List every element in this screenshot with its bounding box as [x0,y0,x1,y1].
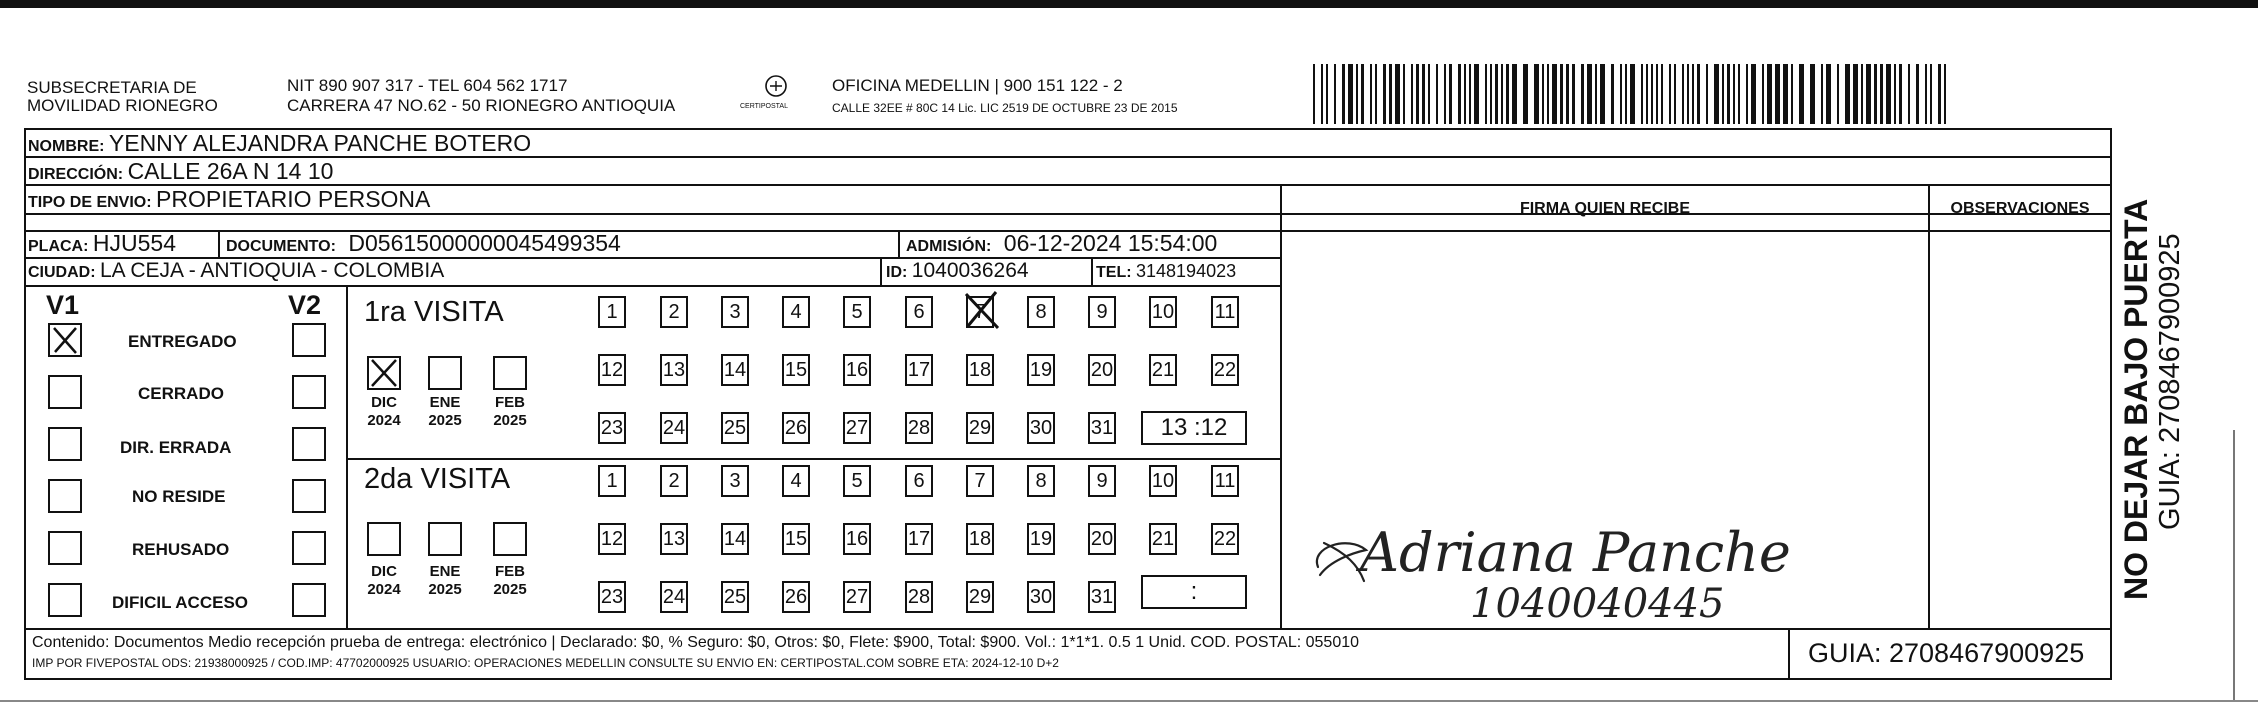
visit-2-day-16[interactable]: 16 [843,523,871,555]
grid-line [1091,257,1093,285]
visit-2-day-22[interactable]: 22 [1211,523,1239,555]
visit-2-day-13[interactable]: 13 [660,523,688,555]
visit-1-day-11[interactable]: 11 [1211,296,1239,328]
visit-1-day-7[interactable]: 7 [966,296,994,328]
barcode-bar [1880,64,1883,124]
signature-area [1300,495,1860,625]
visit-1-day-20[interactable]: 20 [1088,354,1116,386]
barcode-bar [1411,64,1413,124]
barcode-bar [1894,64,1896,124]
admision-value: 06-12-2024 15:54:00 [1003,230,1218,256]
no-dejar-bajo-puerta: NO DEJAR BAJO PUERTA [2118,198,2154,600]
barcode-bar [1490,64,1492,124]
barcode-bar [1370,64,1372,124]
visit-2-title: 2da VISITA [364,463,511,495]
barcode-bar [1464,64,1466,124]
visit-2-day-6[interactable]: 6 [905,465,933,497]
barcode-bar [1534,64,1539,124]
visit-2-day-5[interactable]: 5 [843,465,871,497]
v2-label: V2 [288,290,322,320]
grid-line [2110,128,2112,630]
visit-1-title: 1ra VISITA [364,296,504,328]
barcode-bar [1656,64,1658,124]
visit-2-day-30[interactable]: 30 [1027,581,1055,613]
barcode-bar [1697,64,1700,124]
v1-label: V1 [46,290,80,320]
visit-1-month-feb-checkbox[interactable] [493,356,527,390]
barcode-bar [1916,64,1919,124]
v2-cerrado-checkbox[interactable] [292,375,326,409]
barcode-bar [1826,64,1831,124]
grid-line [24,128,26,630]
check-mark-icon [367,356,401,390]
visit-2-day-23[interactable]: 23 [598,581,626,613]
barcode-bar [1938,64,1941,124]
visit-1-day-5[interactable]: 5 [843,296,871,328]
v1-rehusado-checkbox[interactable] [48,531,82,565]
visit-2-day-15[interactable]: 15 [782,523,810,555]
visit-1-day-31[interactable]: 31 [1088,412,1116,444]
grid-line [346,285,348,628]
visit-2-day-9[interactable]: 9 [1088,465,1116,497]
barcode-bar [1810,64,1815,124]
documento-row [226,230,621,260]
visit-2-month-dic-label: DIC 2024 [367,563,401,598]
visit-1-day-4[interactable]: 4 [782,296,810,328]
barcode-bar [1944,64,1946,124]
grid-line [2110,628,2112,680]
tipo-value: PROPIETARIO PERSONA [156,186,431,212]
barcode-bar [1930,64,1932,124]
visit-2-day-10[interactable]: 10 [1149,465,1177,497]
barcode-bar [1348,64,1353,124]
visit-1-day-26[interactable]: 26 [782,412,810,444]
visit-1-day-12[interactable]: 12 [598,354,626,386]
visit-1-month-dic-checkbox[interactable] [367,356,401,390]
visit-2-day-19[interactable]: 19 [1027,523,1055,555]
visit-2-day-20[interactable]: 20 [1088,523,1116,555]
barcode-bar [1523,64,1528,124]
signature-number: 1040040445 [1470,581,1725,625]
visit-1-day-3[interactable]: 3 [721,296,749,328]
barcode-bar [1687,64,1689,124]
grid-line [24,678,2112,680]
bottom-edge-line [0,700,2258,702]
barcode-bar [1733,64,1735,124]
option-dificil-acceso: DIFICIL ACCESO [112,593,249,612]
visit-1-month-ene-checkbox[interactable] [428,356,462,390]
barcode-bar [1908,64,1910,124]
barcode-bar [1403,64,1405,124]
v1-dificil-acceso-checkbox[interactable] [48,583,82,617]
placa-row [28,230,176,260]
visit-1-day-2[interactable]: 2 [660,296,688,328]
admision-row [906,230,1217,260]
id-label: ID: [886,264,908,281]
visit-2-month-ene-checkbox[interactable] [428,522,462,556]
barcode-bar [1845,64,1850,124]
barcode-bar [1449,64,1452,124]
visit-1-day-18[interactable]: 18 [966,354,994,386]
license-line: CALLE 32EE # 80C 14 Lic. LIC 2519 DE OCTUBRE 23 DE 2015 [832,101,1178,115]
barcode-bar [1738,64,1740,124]
visit-1-day-14[interactable]: 14 [721,354,749,386]
visit-2-day-21[interactable]: 21 [1149,523,1177,555]
barcode-bar [1436,64,1438,124]
barcode-bar [1321,64,1323,124]
visit-2-day-18[interactable]: 18 [966,523,994,555]
barcode-bar [1783,64,1788,124]
barcode-bar [1356,64,1358,124]
visit-2-day-12[interactable]: 12 [598,523,626,555]
observaciones-header: OBSERVACIONES [1950,200,2090,217]
check-mark-icon [48,323,82,357]
visit-1-time-field[interactable]: 13 :12 [1141,411,1247,445]
visit-2-day-14[interactable]: 14 [721,523,749,555]
nombre-value: YENNY ALEJANDRA PANCHE BOTERO [108,130,532,156]
visit-1-day-27[interactable]: 27 [843,412,871,444]
barcode-bar [1474,64,1479,124]
visit-1-day-30[interactable]: 30 [1027,412,1055,444]
tipo-row [28,186,430,216]
office-line: OFICINA MEDELLIN | 900 151 122 - 2 [832,76,1123,95]
visit-1-day-10[interactable]: 10 [1149,296,1177,328]
right-edge-line [2233,430,2235,700]
barcode-bar [1799,64,1804,124]
visit-1-day-1[interactable]: 1 [598,296,626,328]
barcode-bar [1641,64,1643,124]
barcode-bar [1547,64,1549,124]
barcode-bar [1552,64,1557,124]
barcode-bar [1428,64,1430,124]
grid-line [218,230,220,257]
barcode-bar [1416,64,1419,124]
footer-guia: GUIA: 2708467900925 [1808,638,2085,668]
visit-2-day-3[interactable]: 3 [721,465,749,497]
visit-1-month-feb-label: FEB 2025 [493,394,527,429]
barcode-bar [1899,64,1902,124]
barcode-bar [1444,64,1446,124]
barcode-bar [1313,64,1315,124]
top-border [0,0,2258,8]
admision-label: ADMISIÓN: [906,238,992,255]
barcode-bar [1674,64,1676,124]
barcode-bar [1542,64,1544,124]
barcode-bar [1326,64,1328,124]
barcode-bar [1646,64,1648,124]
visit-2-day-4[interactable]: 4 [782,465,810,497]
barcode-bar [1361,64,1364,124]
grid-line [880,257,882,285]
barcode-bar [1727,64,1730,124]
barcode-bar [1722,64,1724,124]
direccion-row [28,158,333,188]
visit-1-day-24[interactable]: 24 [660,412,688,444]
visit-1-day-6[interactable]: 6 [905,296,933,328]
visit-2-day-29[interactable]: 29 [966,581,994,613]
visit-1-day-22[interactable]: 22 [1211,354,1239,386]
visit-2-day-8[interactable]: 8 [1027,465,1055,497]
visit-2-day-28[interactable]: 28 [905,581,933,613]
barcode-bar [1620,64,1622,124]
barcode-bar [1611,64,1614,124]
visit-2-month-feb-label: FEB 2025 [493,563,527,598]
barcode-bar [1422,64,1425,124]
visit-1-day-29[interactable]: 29 [966,412,994,444]
barcode-bar [1630,64,1635,124]
visit-1-month-ene-label: ENE 2025 [428,394,462,429]
barcode-bar [1389,64,1392,124]
barcode-bar [1925,64,1927,124]
barcode-bar [1714,64,1719,124]
option-rehusado: REHUSADO [132,540,230,559]
barcode-bar [1866,64,1871,124]
ciudad-row [28,258,444,286]
v1-no-reside-checkbox[interactable] [48,479,82,513]
option-entregado: ENTREGADO [128,332,237,351]
grid-line [1928,184,1930,628]
barcode-bar [1762,64,1764,124]
barcode-bar [1837,64,1839,124]
visit-1-day-15[interactable]: 15 [782,354,810,386]
barcode-bar [1506,64,1509,124]
barcode-bar [1775,64,1780,124]
nombre-row [28,130,531,160]
barcode-icon [1313,64,1950,124]
barcode-bar [1458,64,1461,124]
barcode-bar [1581,64,1584,124]
visit-2-day-24[interactable]: 24 [660,581,688,613]
barcode-bar [1587,64,1592,124]
documento-value: D05615000000045499354 [348,230,621,256]
barcode-bar [1706,64,1708,124]
visit-1-day-25[interactable]: 25 [721,412,749,444]
grid-line [346,458,1282,460]
barcode-bar [1874,64,1877,124]
visit-1-day-23[interactable]: 23 [598,412,626,444]
visit-2-month-ene-label: ENE 2025 [428,563,462,598]
id-value: 1040036264 [911,259,1029,282]
visit-1-day-16[interactable]: 16 [843,354,871,386]
visit-1-day-9[interactable]: 9 [1088,296,1116,328]
visit-2-day-27[interactable]: 27 [843,581,871,613]
barcode-bar [1572,64,1575,124]
placa-label: PLACA: [28,238,89,255]
option-cerrado: CERRADO [138,384,224,403]
visit-2-day-25[interactable]: 25 [721,581,749,613]
tel-row [1096,258,1236,286]
barcode-bar [1383,64,1386,124]
visit-1-day-17[interactable]: 17 [905,354,933,386]
barcode-bar [1469,64,1471,124]
grid-line [24,628,26,680]
grid-line [898,230,900,257]
v2-dificil-acceso-checkbox[interactable] [292,583,326,617]
barcode-bar [1595,64,1597,124]
footer-contenido: Contenido: Documentos Medio recepción prueba de entrega: electrónico | Declarado: $0, % Seguro: $0, Otros: $0, Flete: $900, Total: $900. Vol.: 1*1*1. 0.5 1 Unid. COD. POSTAL: 055010 [32,634,1360,651]
barcode-bar [1751,64,1756,124]
barcode-bar [1395,64,1400,124]
grid-line [1280,184,1282,628]
visit-2-day-2[interactable]: 2 [660,465,688,497]
barcode-bar [1625,64,1627,124]
direccion-value: CALLE 26A N 14 10 [127,158,334,184]
barcode-bar [1485,64,1487,124]
nit-line: NIT 890 907 317 - TEL 604 562 1717 [287,76,568,95]
v2-rehusado-checkbox[interactable] [292,531,326,565]
grid-line [1788,628,1790,678]
barcode-bar [1886,64,1891,124]
v1-cerrado-checkbox[interactable] [48,375,82,409]
v1-dir-errada-checkbox[interactable] [48,427,82,461]
visit-2-day-11[interactable]: 11 [1211,465,1239,497]
barcode-bar [1669,64,1671,124]
visit-2-month-feb-checkbox[interactable] [493,522,527,556]
documento-label: DOCUMENTO: [226,238,336,255]
barcode-bar [1861,64,1863,124]
visit-2-day-7[interactable]: 7 [966,465,994,497]
barcode-bar [1495,64,1498,124]
day-check-mark-icon [962,290,1002,330]
tipo-label: TIPO DE ENVIO: [28,194,152,211]
barcode-bar [1692,64,1694,124]
visit-1-day-19[interactable]: 19 [1027,354,1055,386]
v2-no-reside-checkbox[interactable] [292,479,326,513]
visit-1-month-dic-label: DIC 2024 [367,394,401,429]
visit-2-day-26[interactable]: 26 [782,581,810,613]
ciudad-value: LA CEJA - ANTIOQUIA - COLOMBIA [100,259,445,282]
grid-line [24,628,2112,630]
barcode-bar [1512,64,1517,124]
visit-1-day-28[interactable]: 28 [905,412,933,444]
barcode-bar [1821,64,1823,124]
barcode-bar [1375,64,1377,124]
barcode-bar [1334,64,1336,124]
barcode-bar [1342,64,1345,124]
logo-text: CERTIPOSTAL [740,103,788,110]
tel-label: TEL: [1096,264,1132,281]
visit-2-month-dic-checkbox[interactable] [367,522,401,556]
address-line: CARRERA 47 NO.62 - 50 RIONEGRO ANTIOQUIA [287,96,676,115]
firma-header: FIRMA QUIEN RECIBE [1519,200,1691,217]
barcode-bar [1682,64,1684,124]
side-guia: GUIA: 2708467900925 [2154,233,2186,530]
barcode-bar [1746,64,1748,124]
barcode-bar [1651,64,1653,124]
visit-2-day-1[interactable]: 1 [598,465,626,497]
v2-entregado-checkbox[interactable] [292,323,326,357]
visit-1-day-21[interactable]: 21 [1149,354,1177,386]
tel-value: 3148194023 [1136,261,1237,281]
org-line-1: SUBSECRETARIA DE [27,78,197,97]
signature-name: Adriana Panche [1360,521,1791,584]
v1-entregado-checkbox[interactable] [48,323,82,357]
barcode-bar [1791,64,1793,124]
barcode-bar [1661,64,1663,124]
barcode-bar [1560,64,1563,124]
org-line-2: MOVILIDAD RIONEGRO [27,96,218,115]
ciudad-label: CIUDAD: [28,264,96,281]
visit-2-day-17[interactable]: 17 [905,523,933,555]
barcode-bar [1501,64,1503,124]
nombre-label: NOMBRE: [28,138,105,155]
barcode-bar [1600,64,1605,124]
v2-dir-errada-checkbox[interactable] [292,427,326,461]
option-dir-errada: DIR. ERRADA [120,438,232,457]
barcode-bar [1767,64,1772,124]
visit-1-day-13[interactable]: 13 [660,354,688,386]
direccion-label: DIRECCIÓN: [28,166,124,183]
visit-2-time-field[interactable]: : [1141,575,1247,609]
option-no-reside: NO RESIDE [132,487,226,506]
id-row [886,258,1029,286]
footer-imp: IMP POR FIVEPOSTAL ODS: 21938000925 / COD.IMP: 47702000925 USUARIO: OPERACIONES MEDELLIN CONSULTE SU ENVIO EN: CERTIPOSTAL.COM SOBRE ETA: 2024-12-10 D+2 [32,656,1059,670]
barcode-bar [1566,64,1569,124]
visit-2-day-31[interactable]: 31 [1088,581,1116,613]
visit-1-day-8[interactable]: 8 [1027,296,1055,328]
barcode-bar [1853,64,1858,124]
placa-value: HJU554 [92,230,176,256]
